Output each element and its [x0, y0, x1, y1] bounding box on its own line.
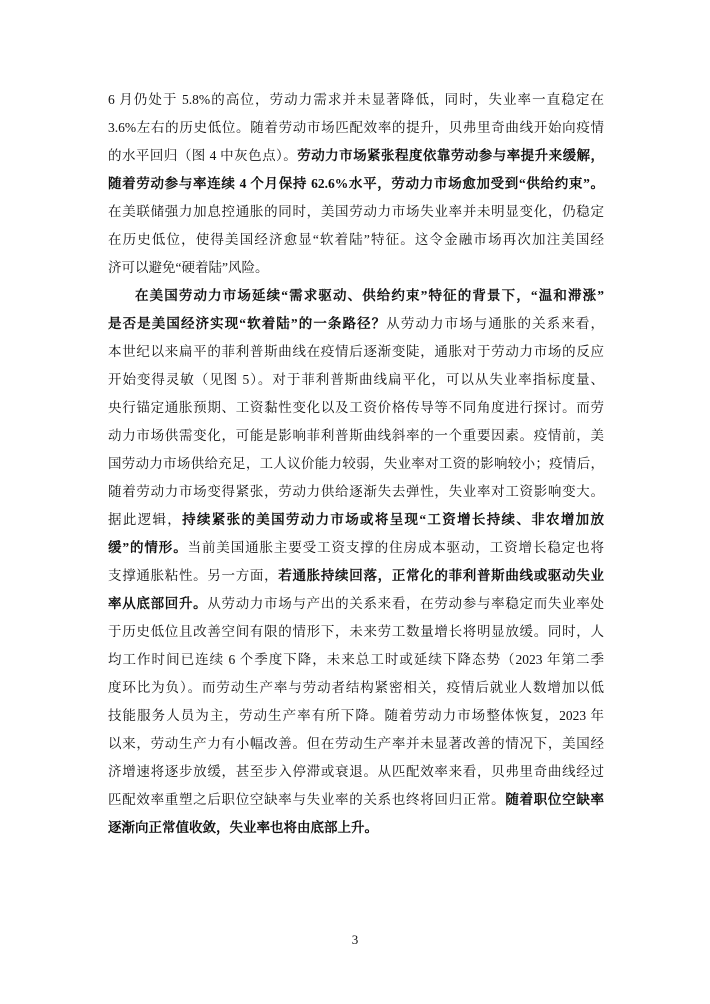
- text-line: [108, 254, 604, 282]
- text-run: 央行锚定通胀预期、工资黏性变化以及工资价格传导等不同角度进行探讨。而劳: [108, 400, 604, 415]
- bold-text-run: 持续紧张的美国劳动力市场或将呈现“工资增长持续、非农增加放: [182, 512, 605, 527]
- page-number: 3: [351, 932, 359, 947]
- text-line: [108, 282, 604, 310]
- text-line: [108, 366, 604, 394]
- text-line: [108, 674, 604, 702]
- text-line: [108, 170, 604, 198]
- text-line: [108, 618, 604, 646]
- text-run: 随着劳动力市场变得紧张，劳动力供给逐渐失去弹性，失业率对工资影响变大。: [108, 484, 604, 499]
- text-line: [108, 506, 604, 534]
- text-run: 开始变得灵敏（见图 5）。对于菲利普斯曲线扁平化，可以从失业率指标度量、: [108, 372, 604, 387]
- bold-text-run: 在美国劳动力市场延续“需求驱动、供给约束”特征的背景下，“温和滞涨”: [135, 288, 604, 303]
- text-line: [108, 702, 604, 730]
- text-run: 据此逻辑，: [108, 512, 183, 527]
- bold-text-run: 若通胀持续回落，正常化的菲利普斯曲线或驱动失业: [278, 568, 605, 583]
- text-line: [108, 758, 604, 786]
- text-line: [108, 394, 604, 422]
- text-line: [108, 86, 604, 114]
- text-run: 从劳动力市场与产出的关系来看，在劳动参与率稳定而失业率处: [207, 596, 605, 611]
- bold-text-run: 是否是美国经济实现“软着陆”的一条路径？: [108, 316, 387, 331]
- text-line: [108, 198, 604, 226]
- bold-text-run: 劳动力市场紧张程度依靠劳动参与率提升来缓解，: [297, 148, 605, 163]
- text-run: 6 月仍处于 5.8%的高位，劳动力需求并未显著降低，同时，失业率一直稳定在: [108, 92, 604, 107]
- text-run: 动力市场供需变化，可能是影响菲利普斯曲线斜率的一个重要因素。疫情前，美: [108, 428, 604, 443]
- text-line: [108, 450, 604, 478]
- body-text: [108, 86, 604, 842]
- paragraph-soft-landing-path: [108, 282, 604, 842]
- bold-text-run: 缓”的情形。: [108, 540, 188, 555]
- text-run: 的水平回归（图 4 中灰色点）。: [108, 148, 298, 163]
- paragraph-labor-market-constraint: [108, 86, 604, 282]
- text-run: 济增速将逐步放缓，甚至步入停滞或衰退。从匹配效率来看，贝弗里奇曲线经过: [108, 764, 604, 779]
- text-run: 济可以避免“硬着陆”风险。: [108, 260, 269, 275]
- text-run: 于历史低位且改善空间有限的情形下，未来劳工数量增长将明显放缓。同时，人: [108, 624, 604, 639]
- text-line: [108, 142, 604, 170]
- text-run: 匹配效率重塑之后职位空缺率与失业率的关系也终将回归正常。: [108, 792, 506, 807]
- text-line: [108, 478, 604, 506]
- bold-text-run: 逐渐向正常值收敛，失业率也将由底部上升。: [108, 820, 378, 835]
- text-run: 在历史低位，使得美国经济愈显“软着陆”特征。这令金融市场再次加注美国经: [108, 232, 604, 247]
- text-line: [108, 310, 604, 338]
- bold-text-run: 率从底部回升。: [108, 596, 208, 611]
- text-run: 本世纪以来扁平的菲利普斯曲线在疫情后逐渐变陡，通胀对于劳动力市场的反应: [108, 344, 604, 359]
- text-line: [108, 730, 604, 758]
- text-run: 当前美国通胀主要受工资支撑的住房成本驱动，工资增长稳定也将: [187, 540, 605, 555]
- text-line: [108, 422, 604, 450]
- text-line: [108, 562, 604, 590]
- text-run: 均工作时间已连续 6 个季度下降，未来总工时或延续下降态势（2023 年第二季: [108, 652, 604, 667]
- text-line: [108, 226, 604, 254]
- text-run: 3.6%左右的历史低位。随着劳动市场匹配效率的提升，贝弗里奇曲线开始向疫情: [108, 120, 604, 135]
- text-line: [108, 338, 604, 366]
- bold-text-run: 随着职位空缺率: [505, 792, 605, 807]
- text-run: 以来，劳动生产力有小幅改善。但在劳动生产率并未显著改善的情况下，美国经: [108, 736, 604, 751]
- text-run: 在美联储强力加息控通胀的同时，美国劳动力市场失业率并未明显变化，仍稳定: [108, 204, 604, 219]
- text-run: 支撑通胀粘性。另一方面，: [108, 568, 279, 583]
- text-line: [108, 646, 604, 674]
- text-line: [108, 814, 604, 842]
- bold-text-run: 随着劳动参与率连续 4 个月保持 62.6%水平，劳动力市场愈加受到“供给约束”。: [108, 176, 604, 191]
- text-run: 从劳动力市场与通胀的关系来看，: [386, 316, 605, 331]
- text-run: 国劳动力市场供给充足，工人议价能力较弱，失业率对工资的影响较小；疫情后，: [108, 456, 604, 471]
- text-run: 度环比为负）。而劳动生产率与劳动者结构紧密相关，疫情后就业人数增加以低: [108, 680, 604, 695]
- text-line: [108, 786, 604, 814]
- text-line: [108, 590, 604, 618]
- text-line: [108, 534, 604, 562]
- text-run: 技能服务人员为主，劳动生产率有所下降。随着劳动力市场整体恢复，2023 年: [108, 708, 604, 723]
- text-line: [108, 114, 604, 142]
